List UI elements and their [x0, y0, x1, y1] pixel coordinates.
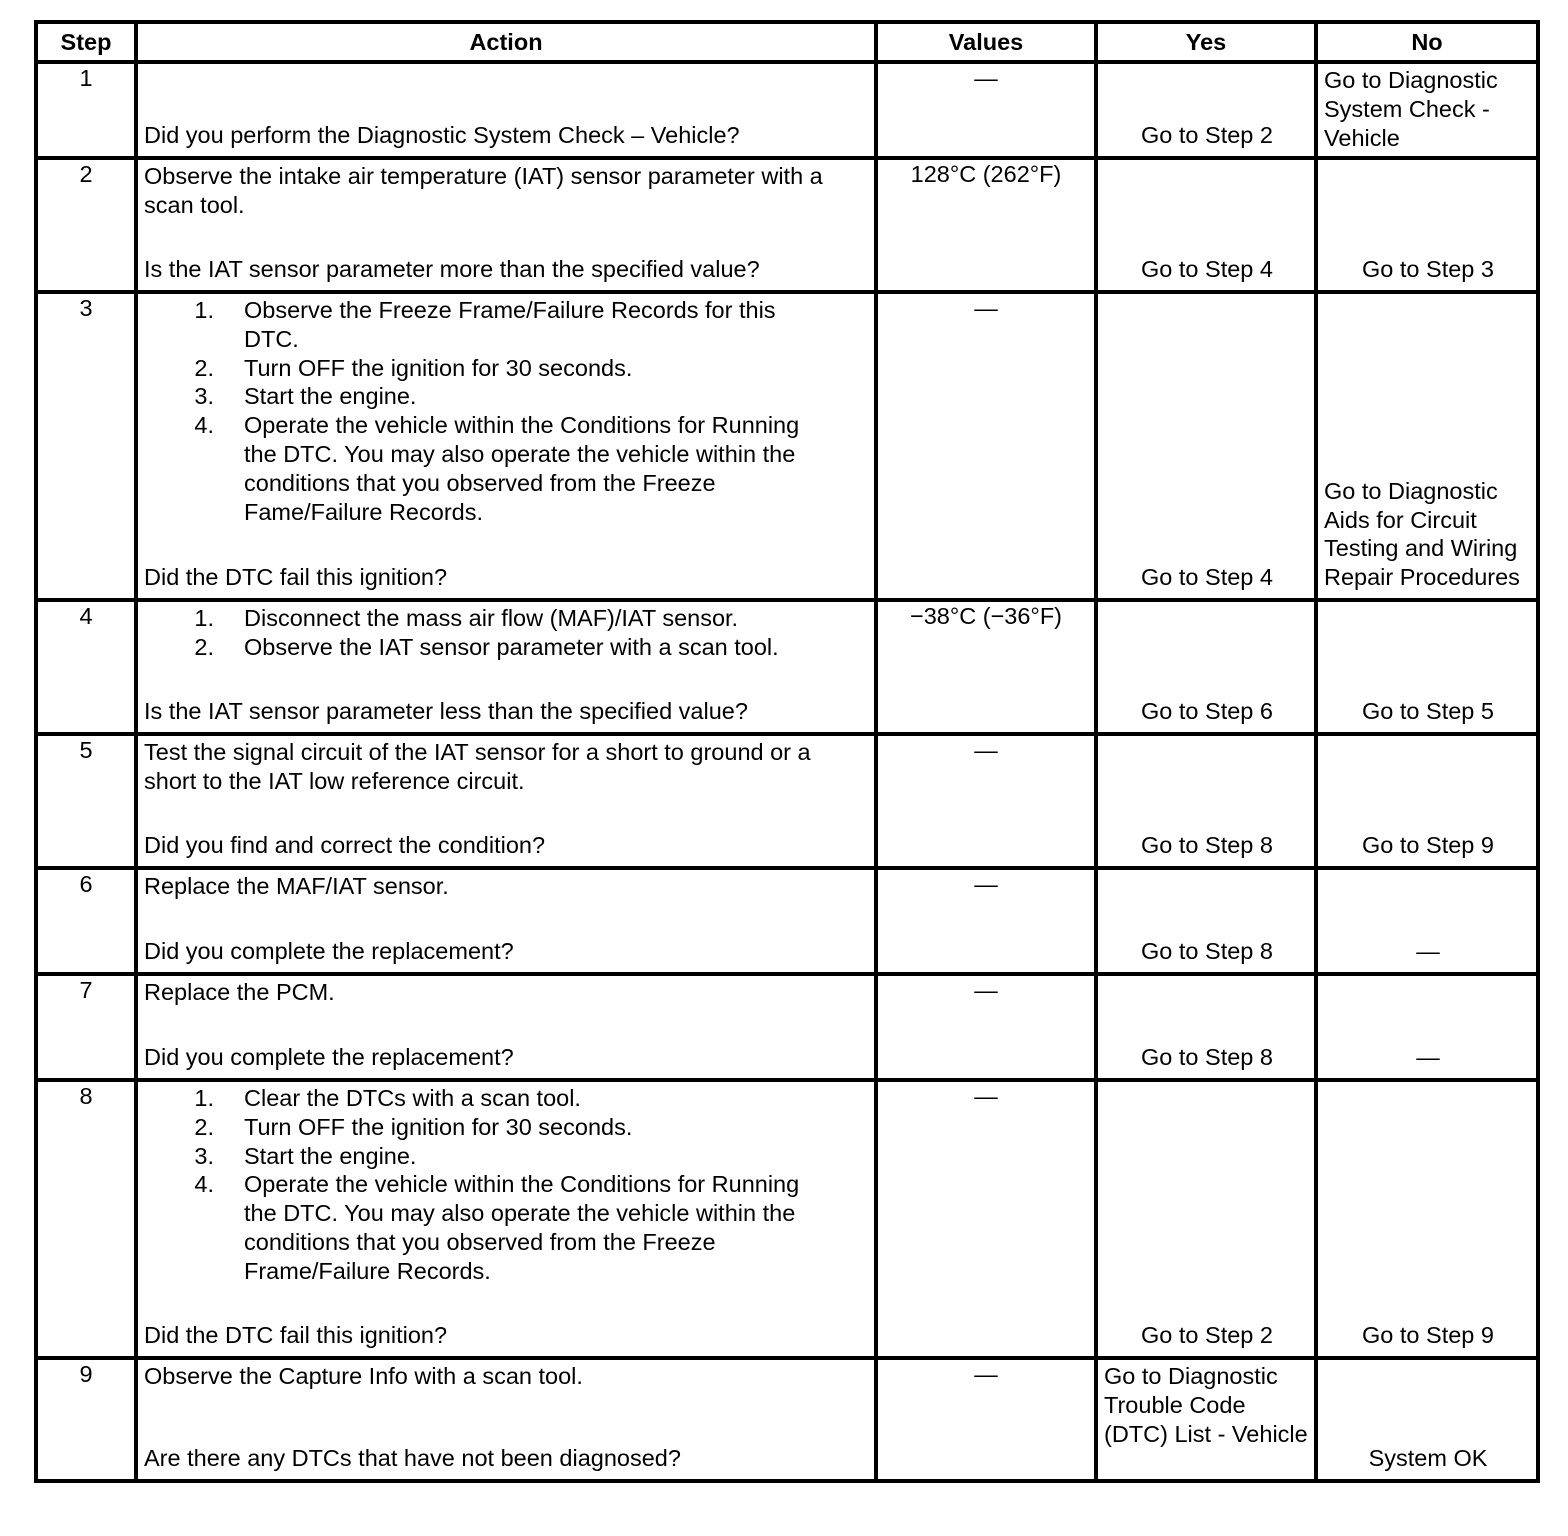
table-row — [36, 1358, 1538, 1481]
list-item — [144, 633, 866, 662]
yes-cell — [1096, 600, 1316, 734]
list-item-number: 1. — [194, 297, 214, 323]
action-instruction: Replace the PCM. — [144, 979, 335, 1005]
value-cell: −38°C (−36°F) — [876, 600, 1096, 734]
list-item — [144, 604, 866, 633]
no-cell — [1316, 734, 1538, 868]
list-item-number: 3. — [194, 383, 214, 410]
list-item — [144, 354, 866, 383]
header-row — [36, 22, 1538, 62]
action-question: Is the IAT sensor parameter more than the specified value? — [144, 256, 760, 283]
action-steps-list — [144, 604, 866, 662]
step-number: 4 — [36, 600, 136, 734]
no-result: — — [1416, 1044, 1440, 1071]
list-item-text: Operate the vehicle within the Conditions for Running the DTC. You may also operate the vehicle within the conditions that you observed from the Freeze Fame/Failure Records. — [244, 412, 800, 525]
no-cell — [1316, 1080, 1538, 1358]
step-number: 8 — [36, 1080, 136, 1358]
yes-result: Go to Step 8 — [1141, 832, 1273, 859]
list-item-text: Observe the IAT sensor parameter with a scan tool. — [244, 633, 779, 660]
value-cell: — — [876, 292, 1096, 600]
no-result: Go to Step 3 — [1362, 256, 1494, 283]
no-result: — — [1416, 938, 1440, 965]
yes-result: Go to Step 4 — [1141, 564, 1273, 591]
header-yes: Yes — [1096, 22, 1316, 62]
list-item-number: 2. — [194, 1113, 214, 1140]
action-question: Are there any DTCs that have not been diagnosed? — [144, 1445, 681, 1472]
action-instruction: Observe the intake air temperature (IAT) sensor parameter with a scan tool. — [144, 163, 823, 218]
list-item — [144, 1113, 866, 1142]
yes-cell — [1096, 62, 1316, 158]
action-cell — [136, 1080, 876, 1358]
yes-result: Go to Step 8 — [1141, 938, 1273, 965]
list-item-text: Observe the Freeze Frame/Failure Records for this DTC. — [244, 297, 776, 352]
yes-result: Go to Step 2 — [1141, 122, 1273, 149]
step-number: 7 — [36, 974, 136, 1080]
list-item-text: Disconnect the mass air flow (MAF)/IAT sensor. — [244, 605, 739, 631]
no-result: Go to Step 5 — [1362, 698, 1494, 725]
action-question: Did the DTC fail this ignition? — [144, 1322, 448, 1349]
step-number: 5 — [36, 734, 136, 868]
action-cell — [136, 974, 876, 1080]
action-question: Is the IAT sensor parameter less than the specified value? — [144, 698, 748, 725]
value-cell: — — [876, 1080, 1096, 1358]
list-item-text: Operate the vehicle within the Conditions for Running the DTC. You may also operate the vehicle within the conditions that you observed from the Freeze Frame/Failure Records. — [244, 1171, 800, 1284]
no-result: Go to Diagnostic System Check - Vehicle — [1324, 67, 1498, 151]
table-row — [36, 1080, 1538, 1358]
no-cell — [1316, 600, 1538, 734]
step-number: 1 — [36, 62, 136, 158]
yes-result: Go to Step 8 — [1141, 1044, 1273, 1071]
action-cell — [136, 734, 876, 868]
no-cell — [1316, 62, 1538, 158]
list-item — [144, 382, 866, 411]
action-question: Did you complete the replacement? — [144, 938, 514, 965]
list-item-number: 2. — [194, 354, 214, 381]
header-step: Step — [36, 22, 136, 62]
action-cell — [136, 292, 876, 600]
no-cell — [1316, 158, 1538, 292]
list-item-text: Start the engine. — [244, 1142, 417, 1169]
list-item — [144, 411, 866, 526]
yes-result: Go to Step 4 — [1141, 256, 1273, 283]
action-question: Did you find and correct the condition? — [144, 832, 546, 859]
table-row — [36, 734, 1538, 868]
list-item-text: Start the engine. — [244, 383, 417, 410]
action-cell — [136, 158, 876, 292]
value-cell: — — [876, 1358, 1096, 1481]
yes-cell — [1096, 292, 1316, 600]
action-question: Did you perform the Diagnostic System Check – Vehicle? — [144, 122, 740, 149]
action-question: Did the DTC fail this ignition? — [144, 564, 448, 591]
table-row — [36, 868, 1538, 974]
value-cell: — — [876, 868, 1096, 974]
action-cell — [136, 1358, 876, 1481]
action-cell — [136, 868, 876, 974]
action-cell — [136, 62, 876, 158]
no-result: System OK — [1368, 1445, 1488, 1472]
no-cell — [1316, 292, 1538, 600]
action-instruction: Observe the Capture Info with a scan tool. — [144, 1363, 583, 1389]
no-result: Go to Step 9 — [1362, 1322, 1494, 1349]
header-action: Action — [136, 22, 876, 62]
step-number: 6 — [36, 868, 136, 974]
action-steps-list — [144, 1084, 866, 1286]
action-instruction: Replace the MAF/IAT sensor. — [144, 873, 449, 899]
list-item — [144, 1170, 866, 1285]
list-item-number: 4. — [194, 1171, 214, 1198]
action-cell — [136, 600, 876, 734]
action-steps-list — [144, 296, 866, 526]
no-cell — [1316, 974, 1538, 1080]
header-no: No — [1316, 22, 1538, 62]
value-cell: — — [876, 62, 1096, 158]
yes-result: Go to Step 2 — [1141, 1322, 1273, 1349]
yes-result: Go to Step 6 — [1141, 698, 1273, 725]
step-number: 3 — [36, 292, 136, 600]
list-item — [144, 296, 866, 354]
list-item — [144, 1084, 866, 1113]
list-item-number: 2. — [194, 633, 214, 660]
yes-cell — [1096, 734, 1316, 868]
list-item-text: Clear the DTCs with a scan tool. — [244, 1085, 581, 1111]
yes-cell — [1096, 974, 1316, 1080]
yes-result: Go to Diagnostic Trouble Code (DTC) List - Vehicle — [1104, 1363, 1308, 1447]
list-item-number: 3. — [194, 1142, 214, 1169]
step-number: 2 — [36, 158, 136, 292]
yes-cell — [1096, 1358, 1316, 1481]
yes-cell — [1096, 158, 1316, 292]
list-item-text: Turn OFF the ignition for 30 seconds. — [244, 1113, 633, 1140]
no-cell — [1316, 868, 1538, 974]
no-result: Go to Step 9 — [1362, 832, 1494, 859]
list-item — [144, 1142, 866, 1171]
list-item-number: 4. — [194, 412, 214, 439]
yes-cell — [1096, 1080, 1316, 1358]
list-item-number: 1. — [194, 1085, 214, 1111]
yes-cell — [1096, 868, 1316, 974]
no-cell — [1316, 1358, 1538, 1481]
table-row — [36, 292, 1538, 600]
value-cell: — — [876, 974, 1096, 1080]
action-question: Did you complete the replacement? — [144, 1044, 514, 1071]
action-instruction: Test the signal circuit of the IAT sensor for a short to ground or a short to the IAT low reference circuit. — [144, 739, 811, 794]
table-row — [36, 62, 1538, 158]
table-row — [36, 158, 1538, 292]
diagnostic-table — [34, 20, 1540, 1483]
list-item-text: Turn OFF the ignition for 30 seconds. — [244, 354, 633, 381]
value-cell: — — [876, 734, 1096, 868]
table-row — [36, 600, 1538, 734]
value-cell: 128°C (262°F) — [876, 158, 1096, 292]
table-row — [36, 974, 1538, 1080]
list-item-number: 1. — [194, 605, 214, 631]
no-result: Go to Diagnostic Aids for Circuit Testing and Wiring Repair Procedures — [1324, 477, 1520, 591]
step-number: 9 — [36, 1358, 136, 1481]
header-values: Values — [876, 22, 1096, 62]
